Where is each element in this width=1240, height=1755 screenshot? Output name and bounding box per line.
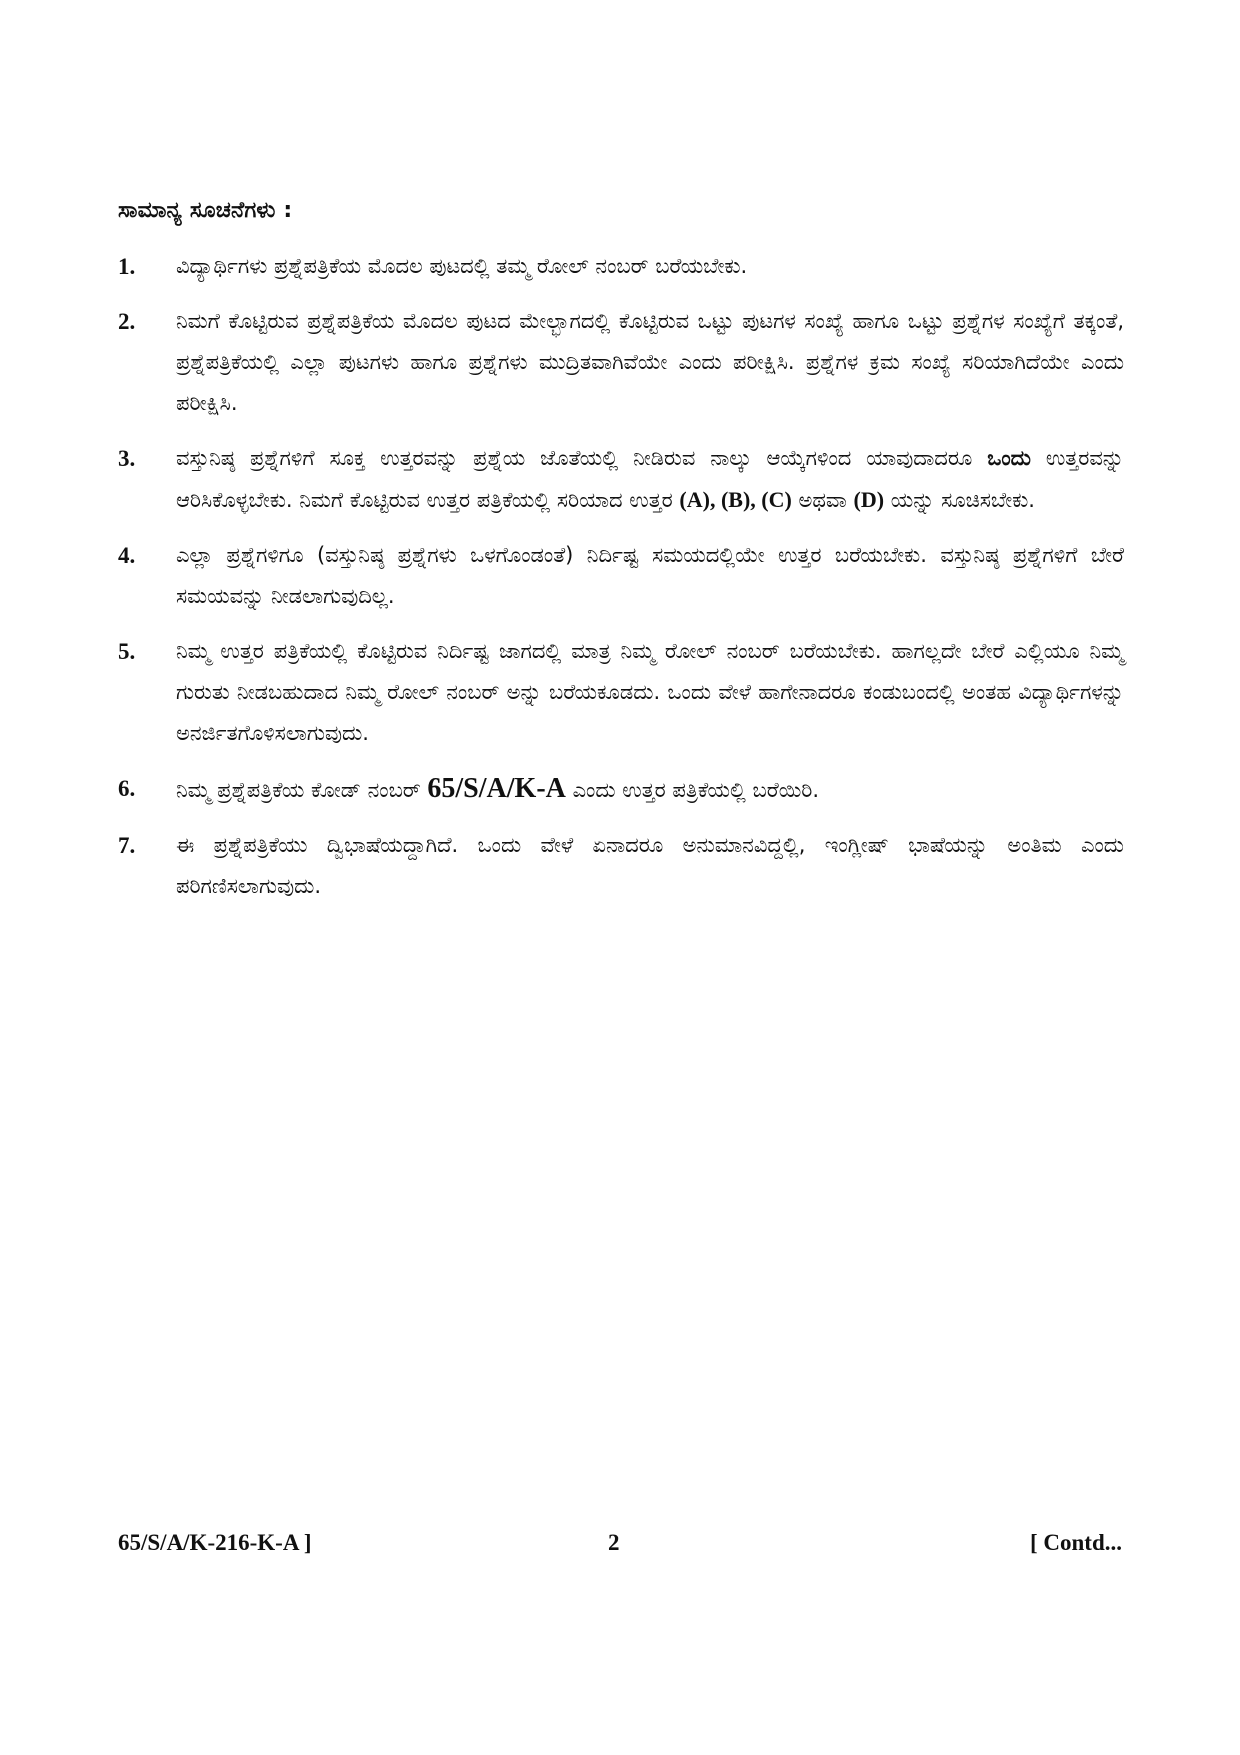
instruction-text-part: ನಿಮ್ಮ ಪ್ರಶ್ನೆಪತ್ರಿಕೆಯ ಕೋಡ್ ನಂಬರ್ — [176, 778, 421, 802]
instruction-text-part: ವಸ್ತುನಿಷ್ಠ ಪ್ರಶ್ನೆಗಳಿಗೆ ಸೂಕ್ತ ಉತ್ತರವನ್ನು ಪ್ರಶ್ನೆಯ ಜೊತೆಯಲ್ಲಿ ನೀಡಿರುವ ನಾಲ್ಕು ಆಯ್ಕೆಗಳಿಂದ ಯಾವುದಾದರೂ — [176, 446, 973, 470]
instruction-number: 3. — [118, 446, 136, 471]
footer-continued: [ Contd... — [1029, 1530, 1122, 1555]
instruction-text-part: ಉತ್ತರವನ್ನು ಆರಿಸಿಕೊಳ್ಳಬೇಕು. ನಿಮಗೆ ಕೊಟ್ಟಿರುವ ಉತ್ತರ ಪತ್ರಿಕೆಯಲ್ಲಿ ಸರಿಯಾದ ಉತ್ತರ — [176, 446, 1124, 512]
instruction-text-part: ಎಂದು ಉತ್ತರ ಪತ್ರಿಕೆಯಲ್ಲಿ ಬರೆಯಿರಿ. — [572, 778, 820, 802]
answer-options: (A), (B), (C) — [679, 487, 792, 512]
instruction-number: 7. — [118, 833, 136, 858]
instruction-item-4 — [118, 535, 1124, 617]
instruction-text: ಎಲ್ಲಾ ಪ್ರಶ್ನೆಗಳಿಗೂ (ವಸ್ತುನಿಷ್ಠ ಪ್ರಶ್ನೆಗಳು ಒಳಗೊಂಡಂತೆ) ನಿರ್ದಿಷ್ಟ ಸಮಯದಲ್ಲಿಯೇ ಉತ್ತರ ಬರೆಯಬೇಕು. ವಸ್ತುನಿಷ್ಠ ಪ್ರಶ್ನೆಗಳಿಗೆ ಬೇರೆ ಸಮಯವನ್ನು ನೀಡಲಾಗುವುದಿಲ್ಲ. — [176, 543, 1124, 608]
instruction-text-part: ಅಥವಾ — [798, 488, 847, 512]
instruction-number: 1. — [118, 254, 136, 279]
instruction-item-2 — [118, 301, 1124, 424]
instruction-text: ಈ ಪ್ರಶ್ನೆಪತ್ರಿಕೆಯು ದ್ವಿಭಾಷೆಯದ್ದಾಗಿದೆ. ಒಂದು ವೇಳೆ ಏನಾದರೂ ಅನುಮಾನವಿದ್ದಲ್ಲಿ, ಇಂಗ್ಲೀಷ್ ಭಾಷೆಯನ್ನು ಅಂತಿಮ ಎಂದು ಪರಿಗಣಿಸಲಾಗುವುದು. — [176, 833, 1124, 898]
instruction-item-6 — [118, 768, 1124, 811]
footer-page-number: 2 — [608, 1530, 620, 1555]
instruction-text: ವಿದ್ಯಾರ್ಥಿಗಳು ಪ್ರಶ್ನೆಪತ್ರಿಕೆಯ ಮೊದಲ ಪುಟದಲ್ಲಿ ತಮ್ಮ ರೋಲ್ ನಂಬರ್ ಬರೆಯಬೇಕು. — [176, 254, 748, 278]
footer-paper-code: 65/S/A/K-216-K-A ] — [118, 1530, 312, 1555]
instruction-item-5 — [118, 631, 1124, 754]
emphasis-text: ಒಂದು — [987, 446, 1031, 470]
instruction-text — [176, 768, 1124, 811]
instruction-number: 4. — [118, 543, 136, 568]
instruction-item-3 — [118, 438, 1124, 521]
instruction-text: ನಿಮ್ಮ ಉತ್ತರ ಪತ್ರಿಕೆಯಲ್ಲಿ ಕೊಟ್ಟಿರುವ ನಿರ್ದಿಷ್ಟ ಜಾಗದಲ್ಲಿ ಮಾತ್ರ ನಿಮ್ಮ ರೋಲ್ ನಂಬರ್ ಬರೆಯಬೇಕು. ಹಾಗಲ್ಲದೇ ಬೇರೆ ಎಲ್ಲಿಯೂ ನಿಮ್ಮ ಗುರುತು ನೀಡಬಹುದಾದ ನಿಮ್ಮ ರೋಲ್ ನಂಬರ್ ಅನ್ನು ಬರೆಯಕೂಡದು. ಒಂದು ವೇಳೆ ಹಾಗೇನಾದರೂ ಕಂಡುಬಂದಲ್ಲಿ ಅಂತಹ ವಿದ್ಯಾರ್ಥಿಗಳನ್ನು ಅನರ್ಜಿತಗೊಳಿಸಲಾಗುವುದು. — [176, 639, 1124, 745]
instruction-text — [176, 438, 1124, 521]
question-paper-code: 65/S/A/K-A — [427, 773, 566, 804]
instruction-text-part: ಯನ್ನು ಸೂಚಿಸಬೇಕು. — [890, 488, 1035, 512]
answer-option-d: (D) — [853, 487, 885, 512]
instructions-list — [118, 246, 1124, 921]
instruction-number: 2. — [118, 309, 136, 334]
instruction-number: 6. — [118, 776, 136, 801]
instruction-item-1 — [118, 246, 1124, 287]
instruction-item-7 — [118, 825, 1124, 907]
instruction-number: 5. — [118, 639, 136, 664]
page-heading: ಸಾಮಾನ್ಯ ಸೂಚನೆಗಳು : — [118, 198, 293, 223]
instruction-text: ನಿಮಗೆ ಕೊಟ್ಟಿರುವ ಪ್ರಶ್ನೆಪತ್ರಿಕೆಯ ಮೊದಲ ಪುಟದ ಮೇಲ್ಭಾಗದಲ್ಲಿ ಕೊಟ್ಟಿರುವ ಒಟ್ಟು ಪುಟಗಳ ಸಂಖ್ಯೆ ಹಾಗೂ ಒಟ್ಟು ಪ್ರಶ್ನೆಗಳ ಸಂಖ್ಯೆಗೆ ತಕ್ಕಂತೆ, ಪ್ರಶ್ನೆಪತ್ರಿಕೆಯಲ್ಲಿ ಎಲ್ಲಾ ಪುಟಗಳು ಹಾಗೂ ಪ್ರಶ್ನೆಗಳು ಮುದ್ರಿತವಾಗಿವೆಯೇ ಎಂದು ಪರೀಕ್ಷಿಸಿ. ಪ್ರಶ್ನೆಗಳ ಕ್ರಮ ಸಂಖ್ಯೆ ಸರಿಯಾಗಿದೆಯೇ ಎಂದು ಪರೀಕ್ಷಿಸಿ. — [176, 309, 1124, 415]
